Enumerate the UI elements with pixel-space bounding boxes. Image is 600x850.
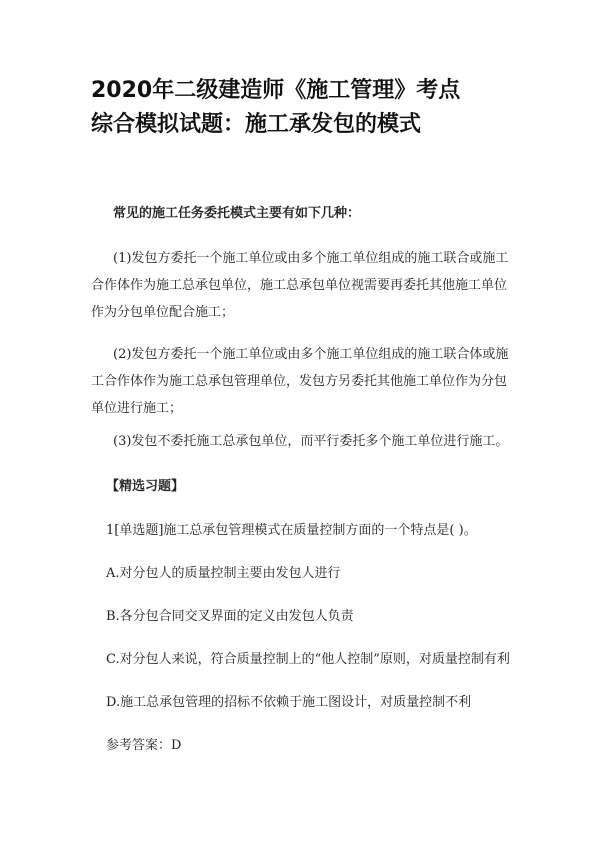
option-b: B.各分包合同交叉界面的定义由发包人负责 [106,609,354,624]
page-title [91,74,551,142]
paragraph-item-3: (3)发包不委托施工总承包单位，而平行委托多个施工单位进行施工。 [113,434,509,449]
paragraph-item-2: (2)发包方委托一个施工单位或由多个施工单位组成的施工联合体或施工合作体作为施工总承包管理单位，发包方另委托其他施工单位作为分包单位进行施工； [91,347,509,416]
option-a: A.对分包人的质量控制主要由发包人进行 [106,566,341,581]
section-heading: 【精选习题】 [106,479,185,494]
title-line-2: 综合模拟试题：施工承发包的模式 [91,112,422,137]
option-d: D.施工总承包管理的招标不依赖于施工图设计，对质量控制不利 [106,695,472,710]
option-c: C.对分包人来说，符合质量控制上的“他人控制”原则，对质量控制有利 [106,652,510,667]
question-text: 1[单选题]施工总承包管理模式在质量控制方面的一个特点是( )。 [106,523,477,538]
paragraph-item-1: (1)发包方委托一个施工单位或由多个施工单位组成的施工联合或施工合作体作为施工总承包单位，施工总承包单位视需要再委托其他施工单位作为分包单位配合施工； [91,251,509,320]
title-line-1: 2020年二级建造师《施工管理》考点 [91,78,461,103]
intro-text: 常见的施工任务委托模式主要有如下几种： [113,206,361,221]
answer-text: 参考答案：D [106,738,182,753]
